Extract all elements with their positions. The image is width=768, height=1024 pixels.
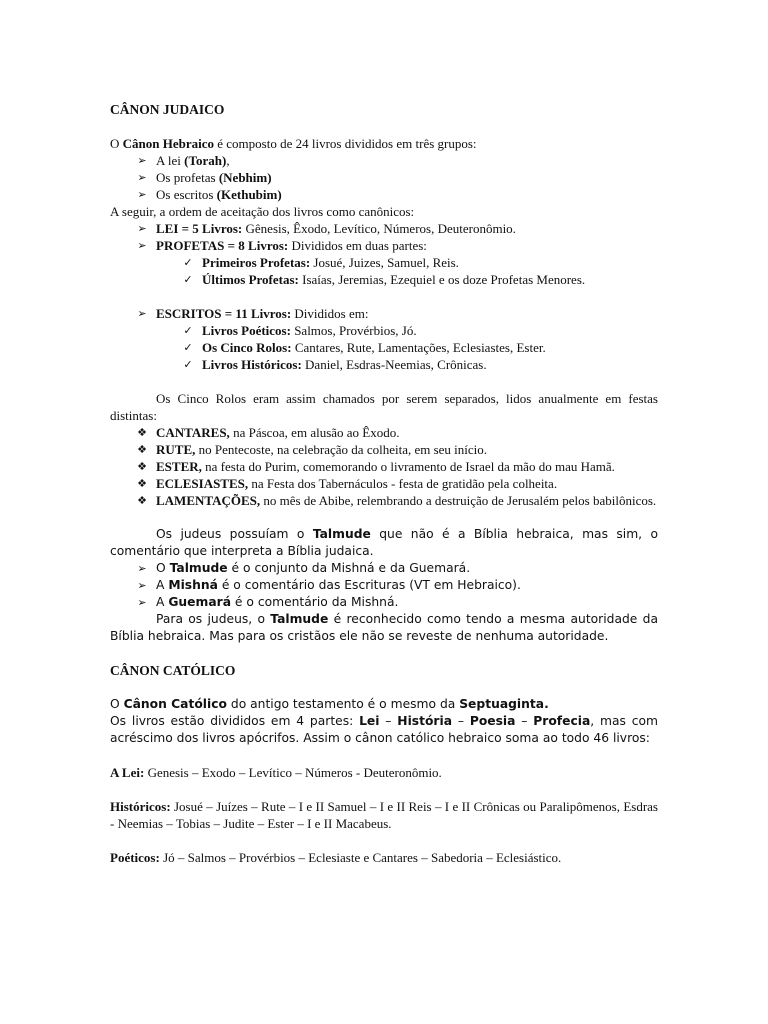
check-bullet-icon: ✓ (183, 341, 193, 354)
list-item-profetas: ➢ PROFETAS = 8 Livros: Divididos em duas partes: (110, 237, 658, 254)
list-item: ❖ LAMENTAÇÕES, no mês de Abibe, relembrando a destruição de Jerusalém pelos babilônicos. (110, 492, 658, 509)
paragraph-talmude-autoridade: Para os judeus, o Talmude é reconhecido como tendo a mesma autoridade da Bíblia hebraica. Mas para os cristãos ele não se reveste de nenhuma autoridade. (110, 612, 658, 643)
paragraph-talmude: Os judeus possuíam o Talmude que não é a Bíblia hebraica, mas sim, o comentário que interpreta a Bíblia judaica. (110, 527, 658, 558)
list-item: ➢ A Mishná é o comentário das Escrituras (VT em Hebraico). (110, 577, 658, 594)
arrow-bullet-icon: ➢ (137, 239, 147, 252)
check-bullet-icon: ✓ (183, 358, 193, 371)
diamond-bullet-icon: ❖ (137, 494, 147, 507)
check-bullet-icon: ✓ (183, 324, 193, 337)
list-item-lei: ➢ LEI = 5 Livros: Gênesis, Êxodo, Levítico, Números, Deuteronômio. (110, 220, 658, 237)
talmude-list (110, 560, 658, 611)
check-bullet-icon: ✓ (183, 273, 193, 286)
list-item: ➢ Os escritos (Kethubim) (110, 186, 658, 203)
arrow-bullet-icon: ➢ (137, 171, 147, 184)
check-bullet-icon: ✓ (183, 256, 193, 269)
list-item: ✓ Os Cinco Rolos: Cantares, Rute, Lamentações, Eclesiastes, Ester. (110, 339, 658, 356)
list-item: ❖ ECLESIASTES, na Festa dos Tabernáculos - festa de gratidão pela colheita. (110, 475, 658, 492)
diamond-bullet-icon: ❖ (137, 460, 147, 473)
arrow-bullet-icon: ➢ (137, 222, 147, 235)
arrow-bullet-icon: ➢ (137, 562, 147, 575)
paragraph-canon-hebraico: O Cânon Hebraico é composto de 24 livros divididos em três grupos: (110, 136, 477, 151)
heading-canon-catolico: CÂNON CATÓLICO (110, 663, 236, 678)
diamond-bullet-icon: ❖ (137, 443, 147, 456)
list-item: ✓ Últimos Profetas: Isaías, Jeremias, Ezequiel e os doze Profetas Menores. (110, 271, 658, 288)
paragraph-poeticos: Poéticos: Jó – Salmos – Provérbios – Eclesiaste e Cantares – Sabedoria – Eclesiástico. (110, 850, 562, 865)
paragraph-a-lei: A Lei: Genesis – Exodo – Levítico – Números - Deuteronômio. (110, 765, 442, 780)
list-item: ➢ A Guemará é o comentário da Mishná. (110, 594, 658, 611)
escritos-list (110, 305, 658, 373)
list-item: ➢ A lei (Torah), (110, 152, 658, 169)
list-item-escritos: ➢ ESCRITOS = 11 Livros: Divididos em: (110, 305, 658, 322)
list-item: ➢ Os profetas (Nebhim) (110, 169, 658, 186)
document-page (110, 84, 658, 866)
arrow-bullet-icon: ➢ (137, 307, 147, 320)
arrow-bullet-icon: ➢ (137, 596, 147, 609)
list-item: ❖ ESTER, na festa do Purim, comemorando o livramento de Israel da mão do mau Hamã. (110, 458, 658, 475)
list-item: ✓ Primeiros Profetas: Josué, Juizes, Samuel, Reis. (110, 254, 658, 271)
paragraph-partes: Os livros estão divididos em 4 partes: Lei – História – Poesia – Profecia, mas com acréscimo dos livros apócrifos. Assim o cânon católico hebraico soma ao todo 46 livros: (110, 714, 659, 745)
heading-canon-judaico: CÂNON JUDAICO (110, 102, 225, 117)
list-item: ✓ Livros Poéticos: Salmos, Provérbios, Jó. (110, 322, 658, 339)
list-item: ❖ RUTE, no Pentecoste, na celebração da colheita, em seu início. (110, 441, 658, 458)
arrow-bullet-icon: ➢ (137, 154, 147, 167)
diamond-bullet-icon: ❖ (137, 426, 147, 439)
arrow-bullet-icon: ➢ (137, 579, 147, 592)
list-item: ✓ Livros Históricos: Daniel, Esdras-Neemias, Crônicas. (110, 356, 658, 373)
paragraph-cinco-rolos: Os Cinco Rolos eram assim chamados por serem separados, lidos anualmente em festas distintas: (110, 391, 658, 423)
paragraph-historicos: Históricos: Josué – Juízes – Rute – I e II Samuel – I e II Reis – I e II Crônicas ou Paralipômenos, Esdras - Neemias – Tobias – Judite – Ester – I e II Macabeus. (110, 799, 658, 831)
rolos-list (110, 424, 658, 509)
arrow-bullet-icon: ➢ (137, 188, 147, 201)
paragraph-canon-catolico: O Cânon Católico do antigo testamento é o mesmo da Septuaginta. (110, 697, 549, 711)
paragraph-ordem: A seguir, a ordem de aceitação dos livros como canônicos: (110, 204, 415, 219)
canon-order-list (110, 220, 658, 288)
groups-list (110, 152, 658, 203)
list-item: ➢ O Talmude é o conjunto da Mishná e da Guemará. (110, 560, 658, 577)
list-item: ❖ CANTARES, na Páscoa, em alusão ao Êxodo. (110, 424, 658, 441)
diamond-bullet-icon: ❖ (137, 477, 147, 490)
